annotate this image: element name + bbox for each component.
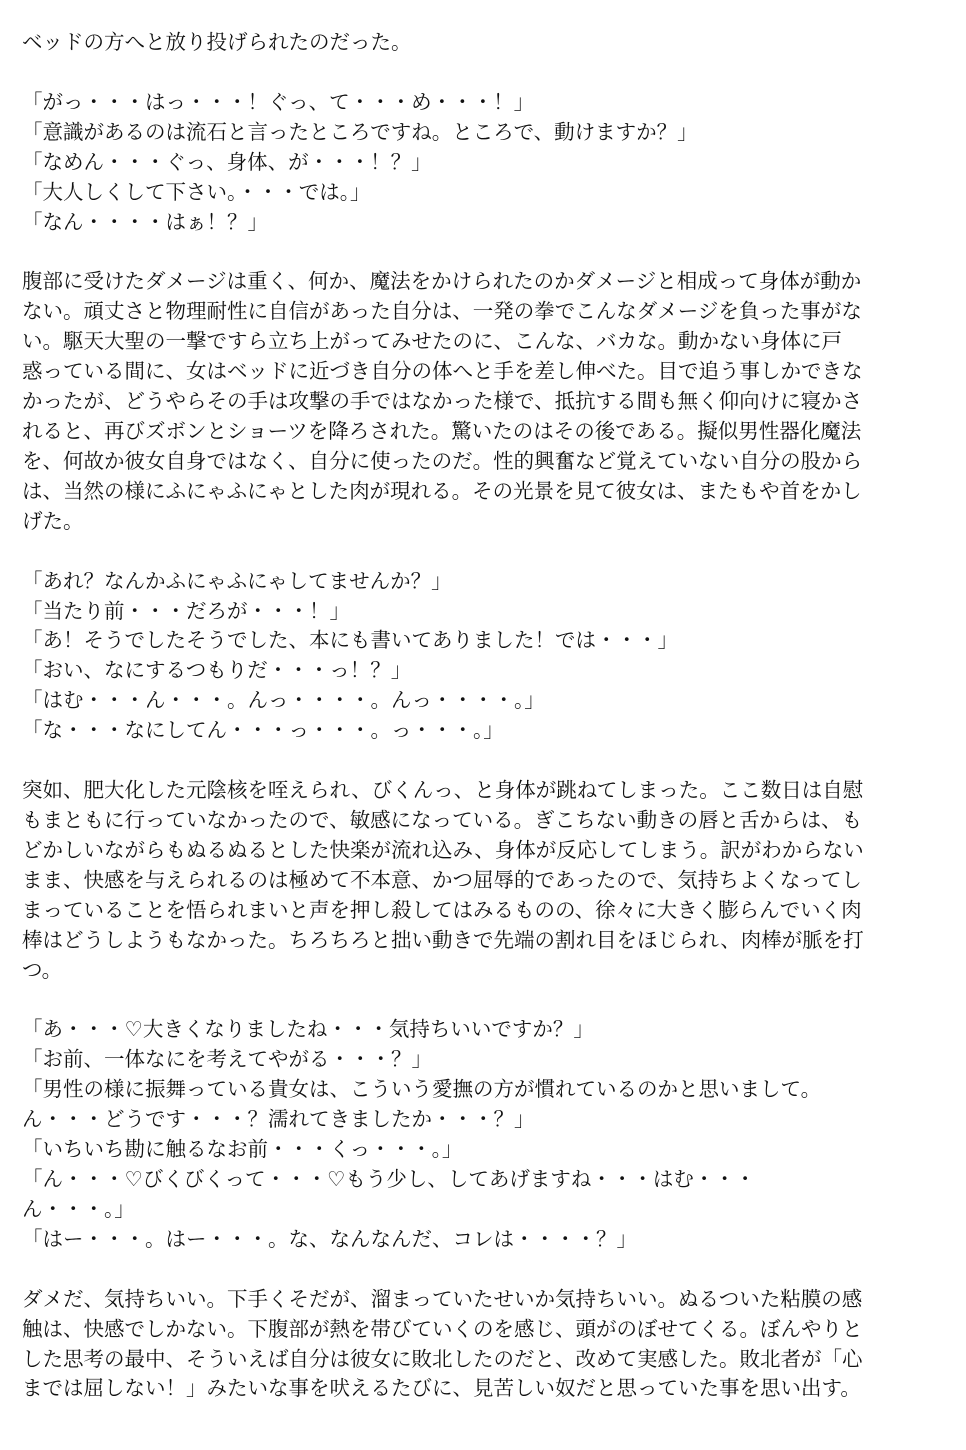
text-line: どかしいながらもぬるぬるとした快楽が流れ込み、身体が反応してしまう。訳がわからない: [22, 837, 864, 862]
text-line: 「当たり前・・・だろが・・・！」: [22, 598, 350, 623]
text-line: 「お前、一体なにを考えてやがる・・・？」: [22, 1047, 432, 1072]
text-line: ない。頑丈さと物理耐性に自信があった自分は、一発の拳でこんなダメージを負った事がな: [22, 299, 862, 324]
text-line: まま、快感を与えられるのは極めて不本意、かつ屈辱的であったので、気持ちよくなってし: [22, 867, 862, 892]
text-line: ん・・・どうです・・・？濡れてきましたか・・・？」: [22, 1107, 535, 1132]
text-line: 「あ！そうでしたそうでした、本にも書いてありました！では・・・」: [22, 628, 678, 653]
text-line: 「あ・・・♡大きくなりましたね・・・気持ちいいですか？」: [22, 1017, 594, 1042]
text-line: 「な・・・なにしてん・・・っ・・・。っ・・・。」: [22, 718, 504, 743]
text-line: 「がっ・・・はっ・・・！ぐっ、て・・・め・・・！」: [22, 89, 535, 114]
text-line: い。駆天大聖の一撃ですら立ち上がってみせたのに、こんな、バカな。動かない身体に戸: [22, 329, 842, 354]
text-line: 「あれ？なんかふにゃふにゃしてませんか？」: [22, 568, 452, 593]
text-line: かったが、どうやらその手は攻撃の手ではなかった様で、抵抗する間も無く仰向けに寝かさ: [22, 389, 863, 414]
text-line: ん・・・。」: [22, 1196, 135, 1221]
text-line: 「意識があるのは流石と言ったところですね。ところで、動けますか？」: [22, 119, 698, 144]
text-line: ベッドの方へと放り投げられたのだった。: [22, 30, 412, 54]
text-line: 「はー・・・。はー・・・。な、なんなんだ、コレは・・・・？」: [22, 1226, 637, 1251]
text-line: 「なん・・・・はぁ！？」: [22, 209, 268, 234]
blank-line: [22, 1255, 952, 1285]
text-line: 突如、肥大化した元陰核を咥えられ、びくんっ、と身体が跳ねてしまった。ここ数日は自慰: [22, 778, 864, 803]
text-line: は、当然の様にふにゃふにゃとした肉が現れる。その光景を見て彼女は、またもや首をかし: [22, 478, 862, 503]
text-line: 「いちいち勘に触るなお前・・・くっ・・・。」: [22, 1137, 463, 1162]
blank-line: [22, 58, 952, 88]
text-line: 「はむ・・・ん・・・。んっ・・・・。んっ・・・・。」: [22, 688, 545, 713]
text-line: げた。: [22, 508, 84, 533]
blank-line: [22, 986, 952, 1016]
text-line: まっていることを悟られまいと声を押し殺してはみるものの、徐々に大きく膨らんでいく肉: [22, 897, 862, 922]
blank-line: [22, 537, 952, 567]
blank-line: [22, 746, 952, 776]
text-line: 「大人しくして下さい。・・・では。」: [22, 179, 371, 204]
text-line: もまともに行っていなかったので、敏感になっている。ぎこちない動きの唇と舌からは、も: [22, 807, 863, 832]
text-line: 惑っている間に、女はベッドに近づき自分の体へと手を差し伸べた。目で追う事しかできな: [22, 359, 863, 384]
text-line: つ。: [22, 957, 63, 982]
text-line: までは屈しない！」みたいな事を吠えるたびに、見苦しい奴だと思っていた事を思い出す。: [22, 1376, 861, 1401]
text-line: した思考の最中、そういえば自分は彼女に敗北したのだと、改めて実感した。敗北者が「心: [22, 1346, 863, 1371]
blank-line: [22, 237, 952, 267]
document-body: [22, 28, 952, 1404]
text-line: ダメだ、気持ちいい。下手くそだが、溜まっていたせいか気持ちいい。ぬるついた粘膜の感: [22, 1286, 863, 1311]
text-line: 「おい、なにするつもりだ・・・っ！？」: [22, 658, 412, 683]
text-line: 「ん・・・♡びくびくって・・・♡もう少し、してあげますね・・・はむ・・・: [22, 1167, 756, 1192]
text-line: 棒はどうしようもなかった。ちろちろと拙い動きで先端の割れ目をほじられ、肉棒が脈を打: [22, 927, 864, 952]
text-line: を、何故か彼女自身ではなく、自分に使ったのだ。性的興奮など覚えていない自分の股から: [22, 448, 863, 473]
text-line: 触は、快感でしかない。下腹部が熱を帯びていくのを感じ、頭がのぼせてくる。ぼんやりと: [22, 1316, 863, 1341]
text-line: 「なめん・・・ぐっ、身体、が・・・！？」: [22, 149, 432, 174]
text-line: れると、再びズボンとショーツを降ろされた。驚いたのはその後である。擬似男性器化魔法: [22, 418, 862, 443]
text-line: 腹部に受けたダメージは重く、何か、魔法をかけられたのかダメージと相成って身体が動か: [22, 269, 862, 294]
text-line: 「男性の様に振舞っている貴女は、こういう愛撫の方が慣れているのかと思いまして。: [22, 1077, 822, 1102]
